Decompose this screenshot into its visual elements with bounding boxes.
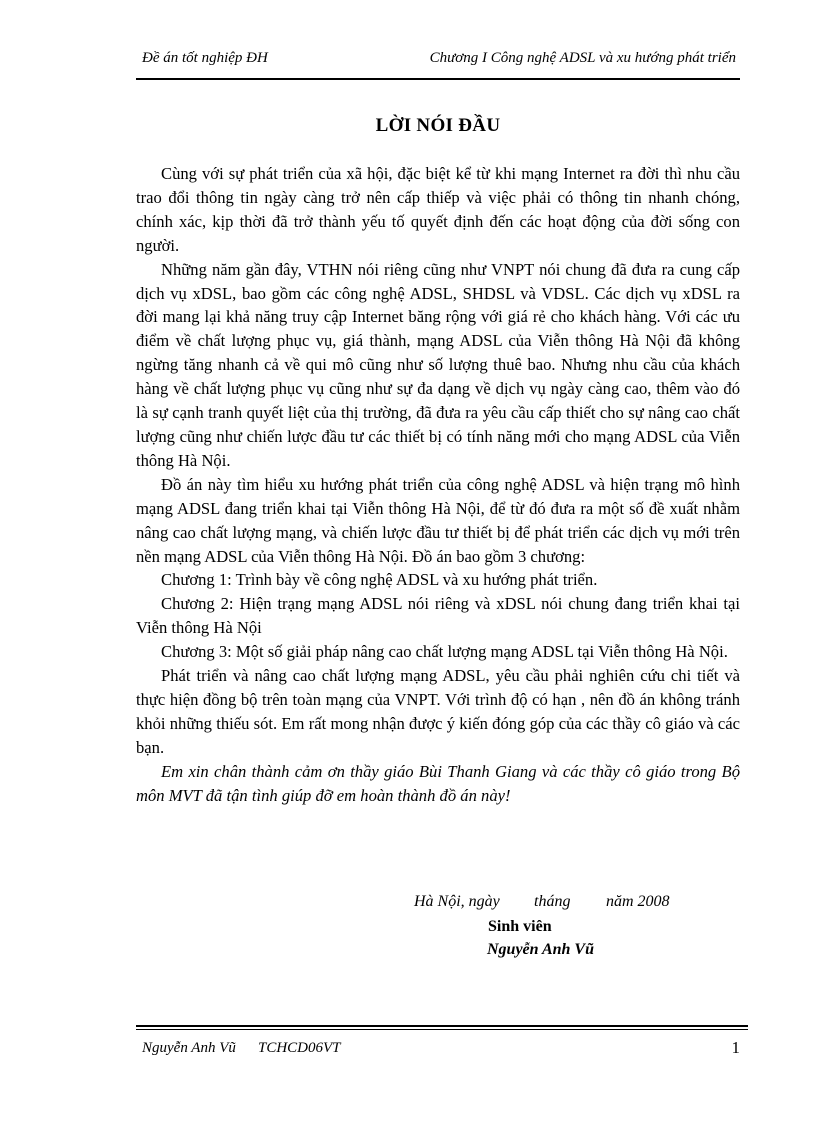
footer-divider-thick: [136, 1025, 748, 1027]
header-divider: [136, 78, 740, 80]
signature-month: tháng: [534, 893, 571, 910]
body-text: [136, 162, 740, 807]
paragraph-closing: Phát triển và nâng cao chất lượng mạng ADSL, yêu cầu phải nghiên cứu chi tiết và thực hiện đồng bộ trên toàn mạng của VNPT. Với trình độ có hạn , nên đồ án không tránh khỏi những thiếu sót. Em rất mong nhận được ý kiến đóng góp của các thầy cô giáo và các bạn.: [136, 666, 740, 757]
page-title: LỜI NÓI ĐẦU: [375, 115, 501, 136]
signature-year: năm 2008: [606, 893, 670, 910]
footer-author: Nguyễn Anh Vũ: [142, 1040, 236, 1056]
signature-role: Sinh viên: [488, 918, 552, 935]
paragraph-chapter-3: Chương 3: Một số giải pháp nâng cao chất lượng mạng ADSL tại Viễn thông Hà Nội.: [161, 642, 728, 662]
page-header: [136, 50, 740, 72]
signature-name: Nguyễn Anh Vũ: [487, 941, 594, 958]
paragraph-chapter-2: Chương 2: Hiện trạng mạng ADSL nói riêng và xDSL nói chung đang triển khai tại Viễn thông Hà Nội: [136, 594, 740, 638]
paragraph-acknowledgement: Em xin chân thành cảm ơn thầy giáo Bùi Thanh Giang và các thầy cô giáo trong Bộ môn MVT đã tận tình giúp đỡ em hoàn thành đồ án này!: [136, 761, 740, 805]
page-number: 1: [731, 1038, 740, 1057]
footer-class-code: TCHCD06VT: [258, 1040, 341, 1056]
footer-divider-thin: [136, 1029, 748, 1030]
signature-place: Hà Nội, ngày: [414, 893, 500, 910]
header-thesis-label: Đề án tốt nghiệp ĐH: [142, 50, 268, 66]
paragraph-intro: Cùng với sự phát triển của xã hội, đặc biệt kể từ khi mạng Internet ra đời thì nhu cầu trao đổi thông tin ngày càng trở nên cấp thiếp và việc phải có thông tin nhanh chóng, chính xác, kịp thời đã trở thành yếu tố quyết định đến các hoạt động của đời sống con người.: [136, 164, 740, 255]
paragraph-chapter-1: Chương 1: Trình bày về công nghệ ADSL và xu hướng phát triển.: [161, 570, 598, 590]
header-chapter-title: Chương I Công nghệ ADSL và xu hướng phát triển: [429, 50, 736, 66]
paragraph-background: Những năm gần đây, VTHN nói riêng cũng như VNPT nói chung đã đưa ra cung cấp dịch vụ xDSL, bao gồm các công nghệ ADSL, SHDSL và VDSL. Các dịch vụ xDSL ra đời mang lại khả năng truy cập Internet băng rộng với giá rẻ cho khách hàng. Với các ưu điểm về chất lượng phục vụ, giá thành, mạng ADSL của Viễn thông Hà Nội đã không ngừng tăng nhanh cả về qui mô cũng như số lượng thuê bao. Nhưng nhu cầu của khách hàng về chất lượng phục vụ cũng như sự đa dạng về dịch vụ ngày càng cao, thêm vào đó là sự cạnh tranh quyết liệt của thị trường, đã đưa ra yêu cầu cấp thiết cho sự nâng cao chất lượng cũng như chiến lược đầu tư các thiết bị có tính năng mới cho mạng ADSL của Viễn thông Hà Nội.: [136, 259, 740, 470]
paragraph-scope: Đồ án này tìm hiểu xu hướng phát triển của công nghệ ADSL và hiện trạng mô hình mạng ADSL đang triển khai tại Viễn thông Hà Nội, để từ đó đưa ra một số đề xuất nhằm nâng cao chất lượng mạng, và chiến lược đầu tư thiết bị để phát triển các dịch vụ mới trên nền mạng ADSL của Viễn thông Hà Nội. Đồ án bao gồm 3 chương:: [136, 474, 740, 566]
